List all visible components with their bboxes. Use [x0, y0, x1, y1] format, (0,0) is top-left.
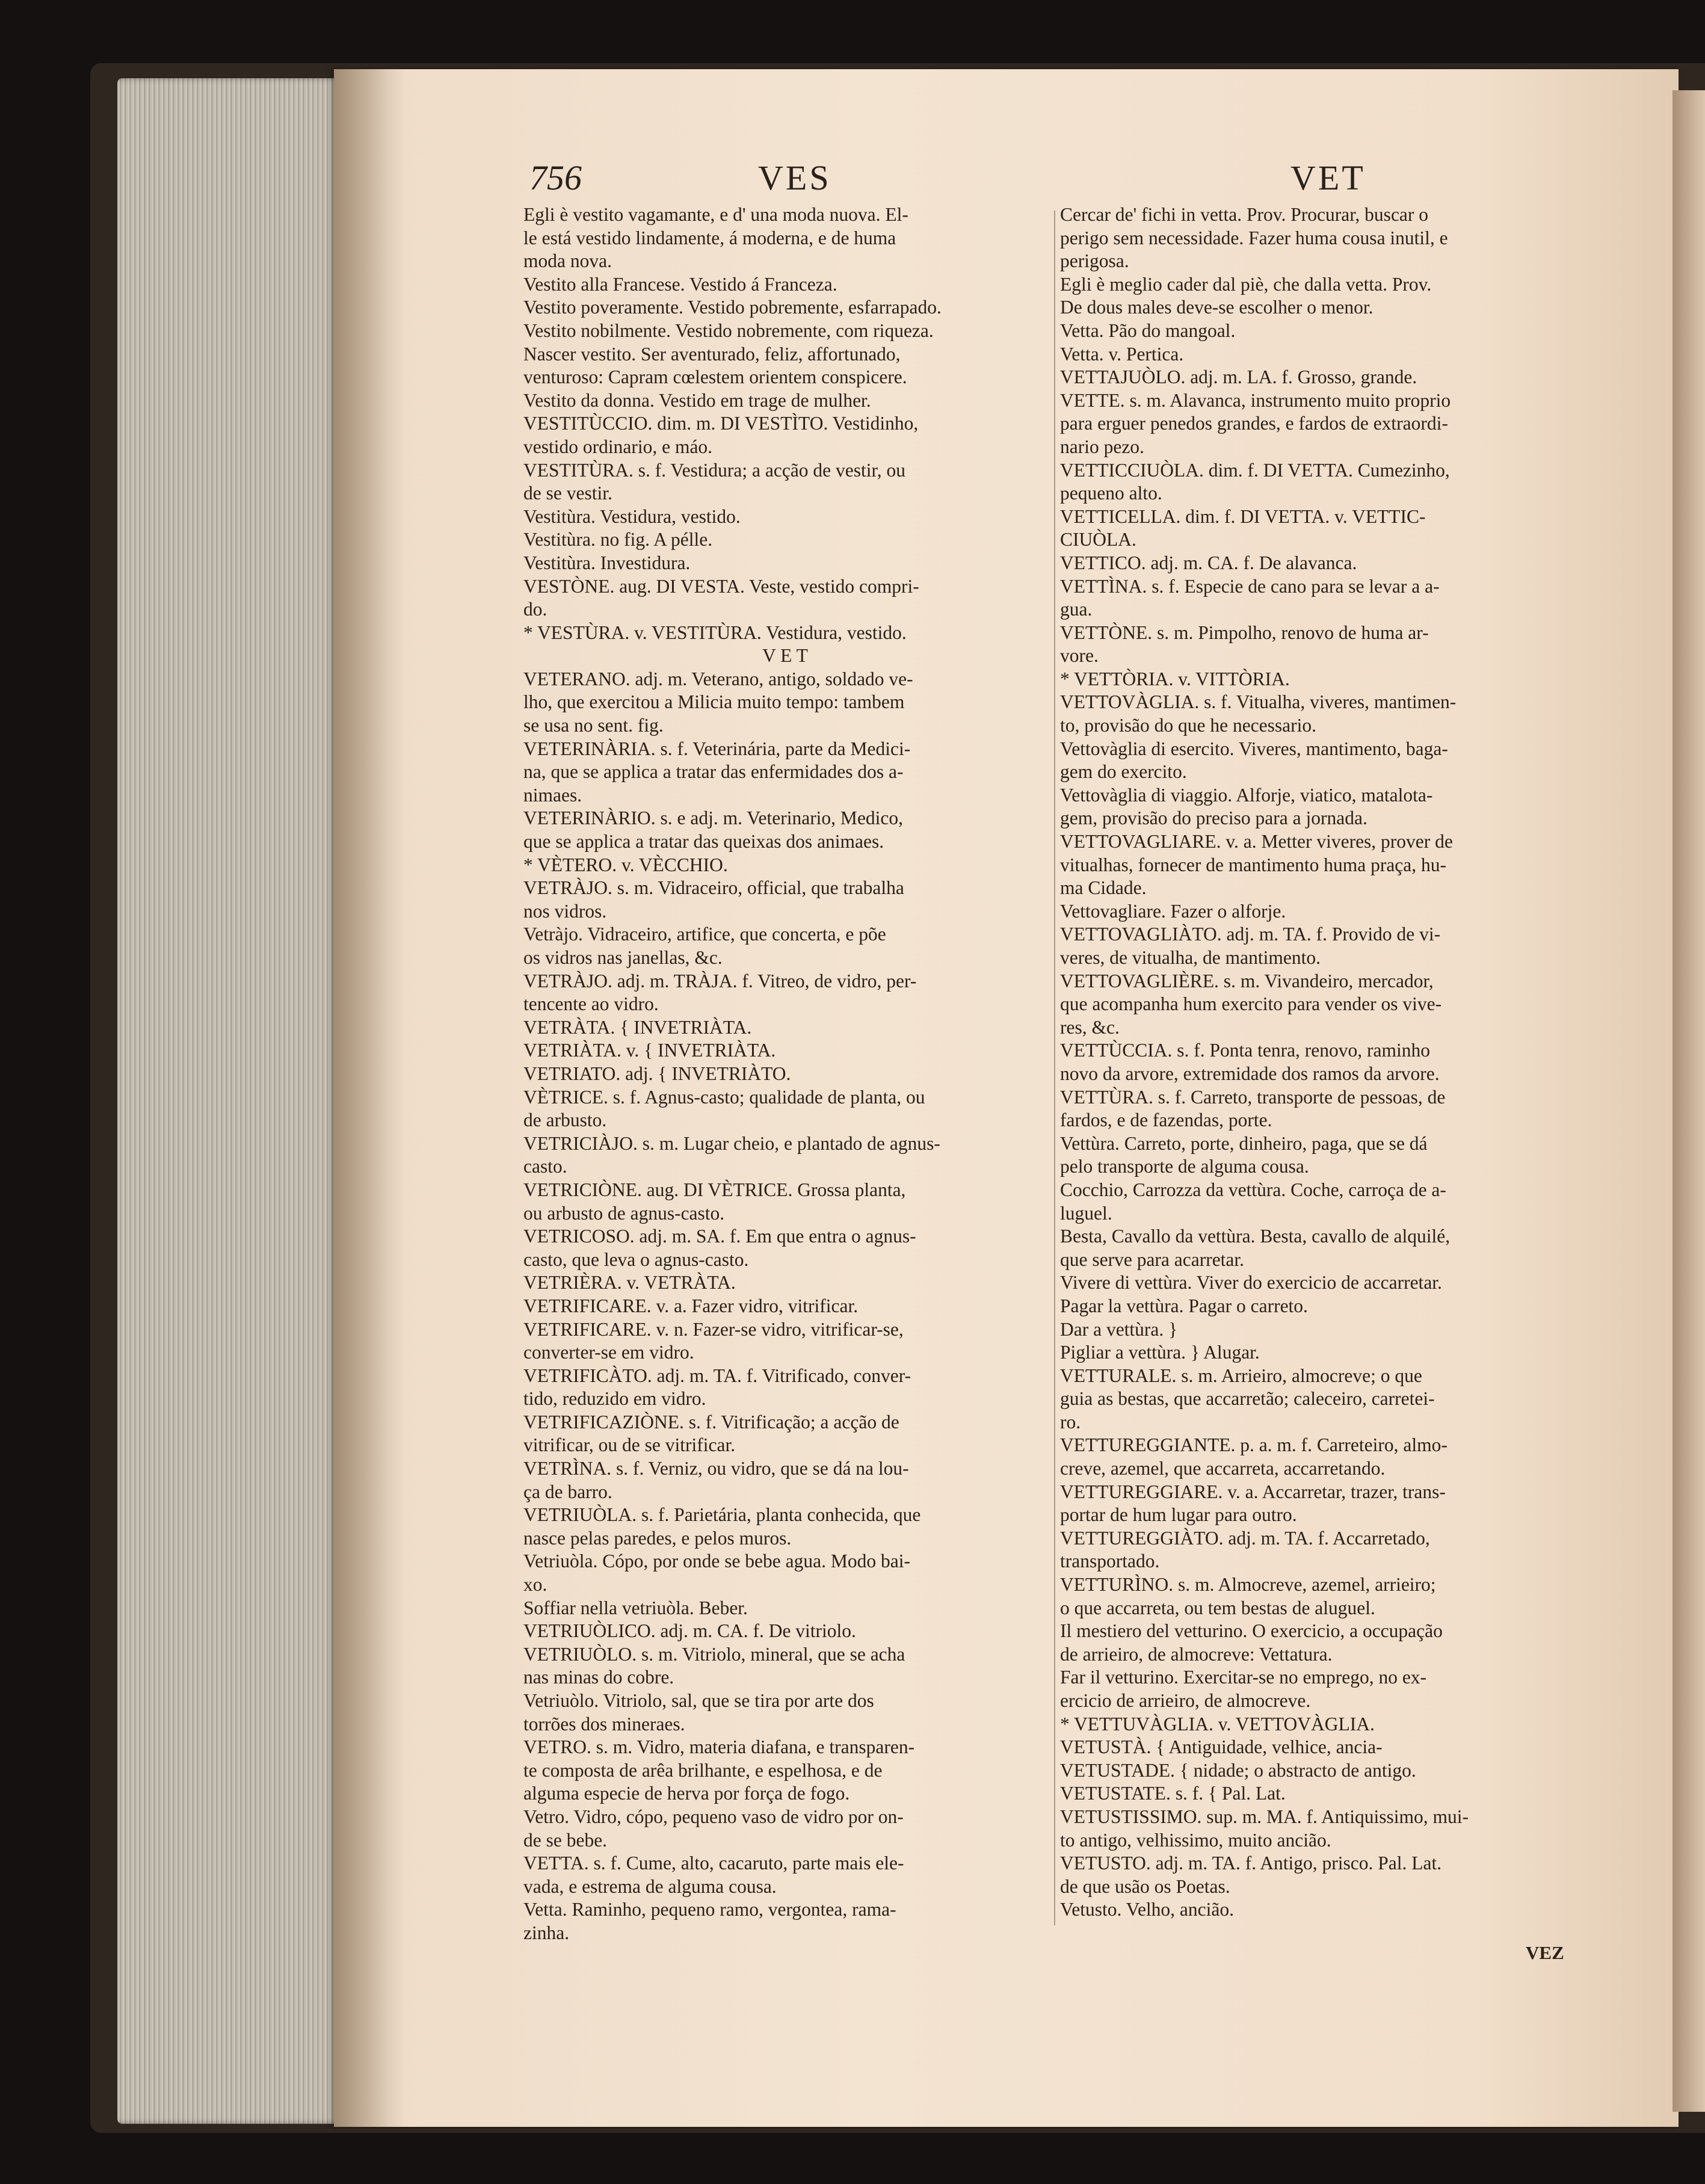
dictionary-line: nas minas do cobre. [523, 1667, 674, 1688]
dictionary-line: VETRIUÒLA. s. f. Parietária, planta conhecida, que [523, 1504, 921, 1526]
page-number: 756 [529, 158, 582, 197]
dictionary-line: Vetta. Raminho, pequeno ramo, vergontea, rama- [523, 1899, 896, 1920]
dictionary-line: Egli è meglio cader dal piè, che dalla vetta. Prov. [1060, 273, 1432, 295]
dictionary-line: Vettùra. Carreto, porte, dinheiro, paga, que se dá [1060, 1132, 1428, 1154]
dictionary-line: VESTITÙRA. s. f. Vestidura; a acção de vestir, ou [523, 459, 905, 481]
dictionary-line: casto, que leva o agnus-casto. [523, 1248, 749, 1270]
page-edges [117, 78, 346, 2124]
dictionary-line: zinha. [523, 1922, 570, 1943]
dictionary-line: Vetro. Vidro, cópo, pequeno vaso de vidro por on- [523, 1806, 904, 1827]
dictionary-line: Besta, Cavallo da vettùra. Besta, cavallo de alquilé, [1060, 1226, 1451, 1247]
dictionary-line: casto. [523, 1156, 567, 1177]
dictionary-line: de arbusto. [523, 1109, 607, 1131]
dictionary-line: de arrieiro, de almocreve: Vettatura. [1060, 1643, 1333, 1665]
dictionary-line: gua. [1060, 599, 1093, 620]
dictionary-line: Pigliar a vettùra. } Alugar. [1060, 1342, 1260, 1363]
dictionary-line: VETTOVAGLIARE. v. a. Metter viveres, prover de [1060, 831, 1453, 853]
dictionary-line: de se vestir. [523, 483, 612, 504]
dictionary-line: Vetusto. Velho, ancião. [1060, 1899, 1234, 1920]
dictionary-line: VETTAJUÒLO. adj. m. LA. f. Grosso, grande. [1060, 366, 1417, 388]
dictionary-line: Egli è vestito vagamante, e d' una moda nuova. El- [523, 204, 908, 225]
dictionary-line: Soffiar nella vetriuòla. Beber. [523, 1597, 748, 1618]
dictionary-line: novo da arvore, extremidade dos ramos da arvore. [1060, 1063, 1440, 1084]
dictionary-line: le está vestido lindamente, á moderna, e de huma [523, 227, 896, 248]
dictionary-line: pequeno alto. [1060, 483, 1162, 504]
dictionary-line: VETRÀTA. { INVETRIÀTA. [523, 1016, 752, 1038]
dictionary-line: VETTÙRA. s. f. Carreto, transporte de pessoas, de [1060, 1086, 1446, 1108]
dictionary-line: ma Cidade. [1060, 877, 1147, 899]
dictionary-line: veres, de vitualha, de mantimento. [1060, 947, 1321, 968]
dictionary-line: VETERANO. adj. m. Veterano, antigo, soldado ve- [523, 668, 913, 689]
dictionary-line: o que accarreta, ou tem bestas de aluguel. [1060, 1597, 1375, 1618]
dictionary-line: ou arbusto de agnus-casto. [523, 1202, 725, 1224]
dictionary-line: Vetràjo. Vidraceiro, artifice, que concerta, e põe [523, 924, 886, 945]
dictionary-line: nimaes. [523, 784, 582, 806]
dictionary-line: VETTURÌNO. s. m. Almocreve, azemel, arrieiro; [1060, 1574, 1436, 1596]
dictionary-line: se usa no sent. fig. [523, 715, 664, 736]
dictionary-line: VETRIFICAZIÒNE. s. f. Vitrificação; a acção de [523, 1411, 899, 1433]
dictionary-line: VETTUREGGIÀTO. adj. m. TA. f. Accarretado, [1060, 1527, 1430, 1549]
dictionary-line: VÈTRICE. s. f. Agnus-casto; qualidade de planta, ou [523, 1086, 925, 1108]
dictionary-line: para erguer penedos grandes, e fardos de extraordi- [1060, 413, 1448, 434]
dictionary-line: VETTÙCCIA. s. f. Ponta tenra, renovo, raminho [1060, 1040, 1431, 1061]
dictionary-line: moda nova. [523, 250, 612, 272]
dictionary-line: VETRIÀTA. v. { INVETRIÀTA. [523, 1040, 776, 1061]
right-column [1060, 203, 1577, 1922]
dictionary-line: VETRÌNA. s. f. Verniz, ou vidro, que se dá na lou- [523, 1458, 909, 1479]
dictionary-line: Vestito nobilmente. Vestido nobremente, com riqueza. [523, 319, 934, 341]
dictionary-line: guia as bestas, que accarretão; caleceiro, carretei- [1060, 1388, 1435, 1410]
dictionary-line: Vettovàglia di esercito. Viveres, mantimento, baga- [1060, 738, 1448, 759]
dictionary-line: portar de hum lugar para outro. [1060, 1504, 1297, 1526]
dictionary-line: alguma especie de herva por força de fogo. [523, 1783, 850, 1804]
dictionary-line: to, provisão do que he necessario. [1060, 715, 1317, 736]
dictionary-line: xo. [523, 1574, 547, 1596]
dictionary-line: CIUÒLA. [1060, 529, 1136, 551]
dictionary-line: VETRIUÒLO. s. m. Vitriolo, mineral, que se acha [523, 1643, 905, 1665]
dictionary-line: Vivere di vettùra. Viver do exercicio de accarretar. [1060, 1272, 1442, 1294]
dictionary-line: do. [523, 599, 547, 620]
dictionary-line: VETRICOSO. adj. m. SA. f. Em que entra o agnus- [523, 1226, 916, 1247]
dictionary-line: VETRIUÒLICO. adj. m. CA. f. De vitriolo. [523, 1620, 856, 1642]
dictionary-line: gem do exercito. [1060, 761, 1187, 783]
next-page-edge [1673, 90, 1705, 2112]
dictionary-line: VETERINÀRIA. s. f. Veterinária, parte da Medici- [523, 738, 911, 759]
dictionary-line: que se applica a tratar das queixas dos animaes. [523, 831, 884, 853]
dictionary-line: Il mestiero del vetturino. O exercicio, a occupação [1060, 1620, 1443, 1642]
running-head-right: VET [1290, 158, 1366, 197]
dictionary-line: de se bebe. [523, 1829, 608, 1851]
dictionary-line: Dar a vettùra. } [1060, 1318, 1178, 1340]
dictionary-line: V E T [762, 645, 808, 667]
dictionary-line: creve, azemel, que accarreta, accarretando. [1060, 1458, 1386, 1479]
dictionary-line: VESTÒNE. aug. DI VESTA. Veste, vestido compri- [523, 575, 919, 597]
dictionary-line: VETRO. s. m. Vidro, materia diafana, e transparen- [523, 1736, 915, 1758]
dictionary-line: VETTOVAGLIÈRE. s. m. Vivandeiro, mercador, [1060, 970, 1434, 992]
dictionary-line: que acompanha hum exercito para vender os vive- [1060, 993, 1442, 1015]
running-head-left: VES [758, 158, 831, 197]
dictionary-line: VETERINÀRIO. s. e adj. m. Veterinario, Medico, [523, 807, 904, 829]
dictionary-line: Vetriuòlo. Vitriolo, sal, que se tira por arte dos [523, 1690, 874, 1711]
dictionary-line: nario pezo. [1060, 436, 1144, 457]
dictionary-line: torrões dos mineraes. [523, 1713, 685, 1735]
dictionary-line: tido, reduzido em vidro. [523, 1388, 706, 1410]
dictionary-line: res, &c. [1060, 1016, 1120, 1038]
dictionary-line: vitrificar, ou de se vitrificar. [523, 1434, 736, 1456]
dictionary-line: vore. [1060, 645, 1099, 667]
dictionary-line: to antigo, velhissimo, muito ancião. [1060, 1829, 1331, 1851]
dictionary-line: que serve para acarretar. [1060, 1248, 1245, 1270]
dictionary-line: VETTÌNA. s. f. Especie de cano para se levar a a- [1060, 575, 1440, 597]
left-column [523, 203, 1047, 1945]
dictionary-line: nasce pelas paredes, e pelos muros. [523, 1527, 792, 1549]
dictionary-line: VETTA. s. f. Cume, alto, cacaruto, parte mais ele- [523, 1852, 904, 1874]
dictionary-line: * VETTÒRIA. v. VITTÒRIA. [1060, 668, 1290, 689]
dictionary-line: VETRIFICARE. v. n. Fazer-se vidro, vitrificar-se, [523, 1318, 904, 1340]
dictionary-line: pelo transporte de alguma cousa. [1060, 1156, 1309, 1177]
dictionary-line: Pagar la vettùra. Pagar o carreto. [1060, 1295, 1308, 1316]
dictionary-line: lho, que exercitou a Milicia muito tempo: tambem [523, 691, 905, 713]
dictionary-line: Vestitùra. Vestidura, vestido. [523, 505, 741, 527]
dictionary-line: Far il vetturino. Exercitar-se no emprego, no ex- [1060, 1667, 1427, 1688]
dictionary-line: Cocchio, Carrozza da vettùra. Coche, carroça de a- [1060, 1179, 1446, 1200]
dictionary-line: VETTICO. adj. m. CA. f. De alavanca. [1060, 552, 1357, 573]
dictionary-line: de que usão os Poetas. [1060, 1875, 1230, 1897]
dictionary-line: VETRIFICÀTO. adj. m. TA. f. Vitrificado, conver- [523, 1365, 911, 1386]
dictionary-line: transportado. [1060, 1550, 1160, 1572]
dictionary-line: VETUSTATE. s. f. { Pal. Lat. [1060, 1783, 1286, 1804]
catchword: VEZ [1526, 1942, 1564, 1963]
dictionary-line: fardos, e de fazendas, porte. [1060, 1109, 1272, 1131]
dictionary-line: VETTOVAGLIÀTO. adj. m. TA. f. Provido de vi- [1060, 924, 1441, 945]
dictionary-line: tencente ao vidro. [523, 993, 659, 1015]
dictionary-line: ça de barro. [523, 1481, 612, 1502]
dictionary-line: VETRIFICARE. v. a. Fazer vidro, vitrificar. [523, 1295, 859, 1316]
dictionary-line: ercicio de arrieiro, de almocreve. [1060, 1690, 1311, 1711]
dictionary-line: Vetta. v. Pertica. [1060, 343, 1184, 365]
dictionary-line: VETRÀJO. s. m. Vidraceiro, official, que trabalha [523, 877, 904, 899]
dictionary-line: Nascer vestito. Ser aventurado, feliz, affortunado, [523, 343, 901, 365]
dictionary-line: * VÈTERO. v. VÈCCHIO. [523, 854, 728, 875]
dictionary-line: Vestito alla Francese. Vestido á Franceza. [523, 273, 837, 295]
dictionary-line: Vetriuòla. Cópo, por onde se bebe agua. Modo bai- [523, 1550, 910, 1572]
dictionary-line: VETTOVÀGLIA. s. f. Vitualha, viveres, mantimen- [1060, 691, 1457, 713]
dictionary-line: Vestito da donna. Vestido em trage de mulher. [523, 389, 871, 411]
dictionary-line: Vestitùra. Investidura. [523, 552, 691, 573]
dictionary-line: VETUSTO. adj. m. TA. f. Antigo, prisco. Pal. Lat. [1060, 1852, 1442, 1874]
dictionary-line: Cercar de' fichi in vetta. Prov. Procurar, buscar o [1060, 204, 1429, 225]
dictionary-line: VETTUREGGIANTE. p. a. m. f. Carreteiro, almo- [1060, 1434, 1448, 1456]
dictionary-line: VETRIATO. adj. { INVETRIÀTO. [523, 1063, 791, 1084]
dictionary-line: perigosa. [1060, 250, 1129, 272]
dictionary-line: os vidros nas janellas, &c. [523, 947, 723, 968]
gutter-shadow [334, 69, 406, 2127]
dictionary-line: VETTURALE. s. m. Arrieiro, almocreve; o que [1060, 1365, 1422, 1386]
dictionary-line: venturoso: Capram cœlestem orientem conspicere. [523, 366, 907, 388]
dictionary-line: converter-se em vidro. [523, 1342, 694, 1363]
dictionary-line: * VETTUVÀGLIA. v. VETTOVÀGLIA. [1060, 1713, 1375, 1735]
dictionary-line: VETUSTÀ. { Antiguidade, velhice, ancia- [1060, 1736, 1383, 1758]
dictionary-line: Vestitùra. no fig. A pélle. [523, 529, 713, 551]
dictionary-line: ro. [1060, 1411, 1081, 1433]
dictionary-line: VETUSTISSIMO. sup. m. MA. f. Antiquissimo, mui- [1060, 1806, 1469, 1827]
column-rule [1054, 211, 1055, 1925]
dictionary-line: VETTÒNE. s. m. Pimpolho, renovo de huma ar- [1060, 622, 1429, 643]
dictionary-line: VETUSTADE. { nidade; o abstracto de antigo. [1060, 1759, 1416, 1781]
dictionary-line: Vetta. Pão do mangoal. [1060, 319, 1236, 341]
dictionary-line: Vestito poveramente. Vestido pobremente, esfarrapado. [523, 297, 942, 318]
dictionary-line: gem, provisão do preciso para a jornada. [1060, 807, 1367, 829]
dictionary-line: na, que se applica a tratar das enfermidades dos a- [523, 761, 904, 783]
dictionary-line: VETTICELLA. dim. f. DI VETTA. v. VETTIC- [1060, 505, 1426, 527]
dictionary-line: te composta de arêa brilhante, e espelhosa, e de [523, 1759, 883, 1781]
dictionary-line: VETRIÈRA. v. VETRÀTA. [523, 1272, 736, 1294]
dictionary-line: * VESTÙRA. v. VESTITÙRA. Vestidura, vestido. [523, 622, 907, 643]
dictionary-line: Vettovàglia di viaggio. Alforje, viatico, matalota- [1060, 784, 1433, 806]
dictionary-line: De dous males deve-se escolher o menor. [1060, 297, 1374, 318]
dictionary-line: VESTITÙCCIO. dim. m. DI VESTÌTO. Vestidinho, [523, 413, 919, 434]
dictionary-line: nos vidros. [523, 900, 607, 922]
dictionary-line: VETTE. s. m. Alavanca, instrumento muito proprio [1060, 389, 1451, 411]
dictionary-line: vada, e estrema de alguma cousa. [523, 1875, 777, 1897]
dictionary-line: Vettovagliare. Fazer o alforje. [1060, 900, 1286, 922]
dictionary-line: perigo sem necessidade. Fazer huma cousa inutil, e [1060, 227, 1448, 248]
dictionary-line: VETTICCIUÒLA. dim. f. DI VETTA. Cumezinho, [1060, 459, 1450, 481]
dictionary-line: VETRICIÀJO. s. m. Lugar cheio, e plantado de agnus- [523, 1132, 940, 1154]
dictionary-line: VETRICIÒNE. aug. DI VÈTRICE. Grossa planta, [523, 1179, 906, 1200]
dictionary-line: vestido ordinario, e máo. [523, 436, 713, 457]
dictionary-line: vitualhas, fornecer de mantimento huma praça, hu- [1060, 854, 1446, 875]
dictionary-line: luguel. [1060, 1202, 1112, 1224]
dictionary-line: VETTUREGGIARE. v. a. Accarretar, trazer, trans- [1060, 1481, 1446, 1502]
dictionary-line: VETRÀJO. adj. m. TRÀJA. f. Vitreo, de vidro, per- [523, 970, 917, 992]
